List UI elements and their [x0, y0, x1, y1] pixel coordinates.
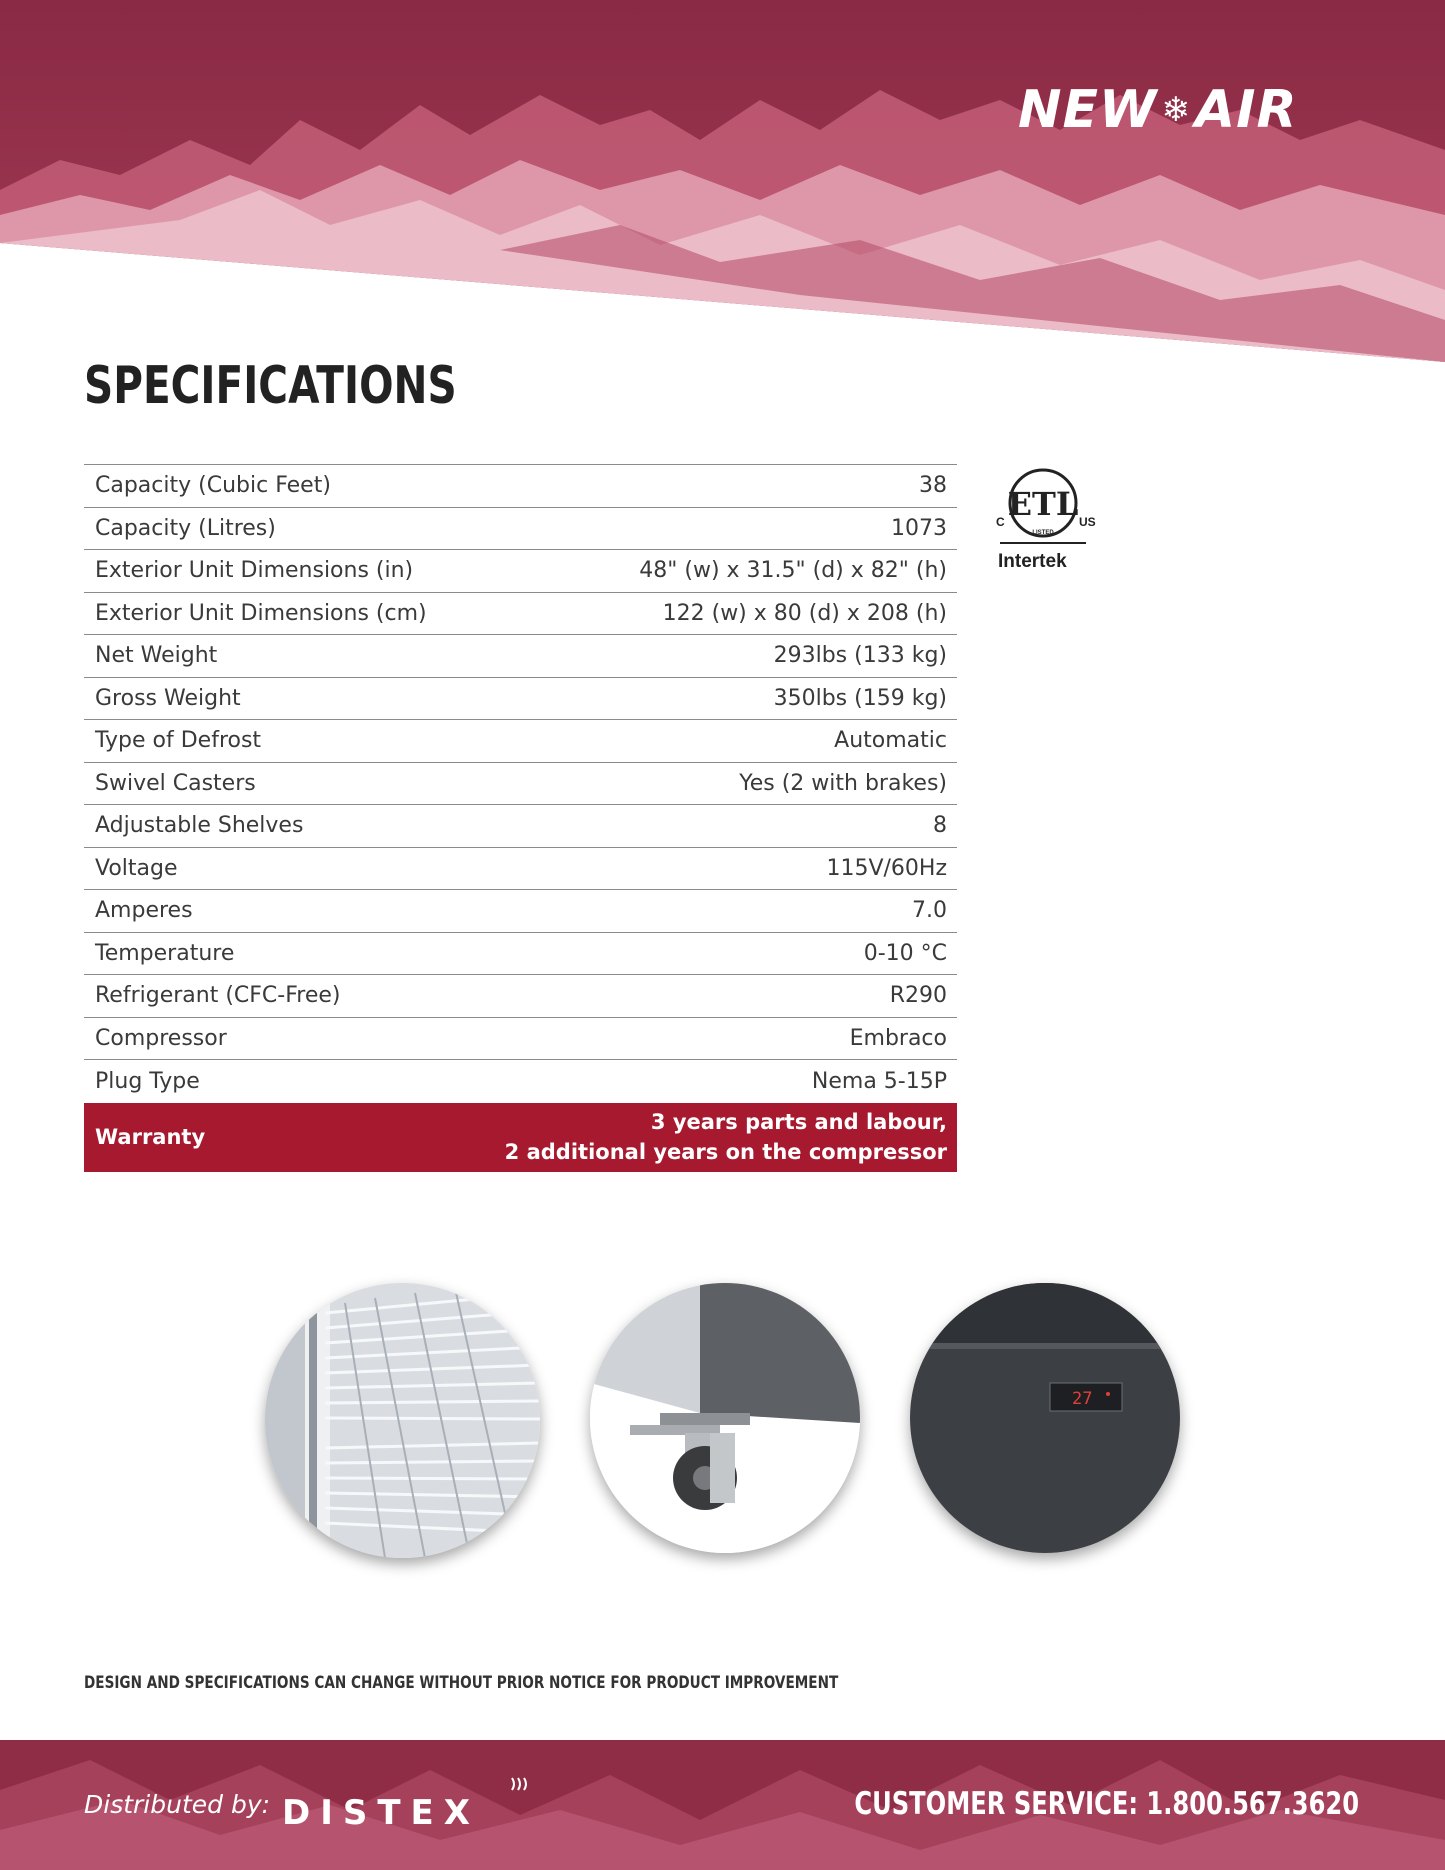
spec-row	[84, 678, 957, 721]
warranty-label: Warranty	[95, 1125, 206, 1149]
spec-value: 293lbs (133 kg)	[773, 643, 947, 669]
spec-value: 350lbs (159 kg)	[773, 685, 947, 711]
spec-row	[84, 465, 957, 508]
spec-row	[84, 1060, 957, 1103]
warranty-line-2: 2 additional years on the compressor	[504, 1140, 947, 1164]
spec-row	[84, 890, 957, 933]
logo-text-left: NEW	[1018, 80, 1158, 140]
spec-row	[84, 720, 957, 763]
disclaimer: DESIGN AND SPECIFICATIONS CAN CHANGE WITHOUT PRIOR NOTICE FOR PRODUCT IMPROVEMENT	[84, 1673, 839, 1693]
spec-row	[84, 1018, 957, 1061]
warranty-row	[84, 1103, 957, 1172]
header-banner	[0, 0, 1445, 362]
spec-row	[84, 550, 957, 593]
spec-value: 0-10 °C	[863, 940, 947, 966]
spec-row	[84, 933, 957, 976]
spec-row	[84, 848, 957, 891]
spec-label: Voltage	[95, 855, 178, 881]
caster-photo	[590, 1283, 860, 1553]
spec-value: R290	[889, 983, 947, 1009]
etl-c-text: C	[996, 515, 1005, 529]
spec-table	[84, 464, 957, 1172]
logo-text-right: AIR	[1194, 80, 1298, 140]
spec-row	[84, 593, 957, 636]
spec-label: Compressor	[95, 1025, 227, 1051]
shelves-photo	[265, 1283, 540, 1558]
etl-listed-text: LISTED	[1032, 530, 1054, 536]
snowflake-icon: ❄	[1161, 90, 1191, 130]
warranty-value	[505, 1107, 947, 1167]
etl-mark-text: ETL	[1007, 485, 1079, 523]
distributed-by-label: Distributed by:	[84, 1790, 271, 1819]
spec-value: Yes (2 with brakes)	[739, 770, 947, 796]
distex-logo	[282, 1776, 552, 1832]
distex-logo-text: DISTEX	[282, 1793, 480, 1832]
spec-label: Capacity (Litres)	[95, 515, 276, 541]
digital-display-photo	[910, 1283, 1180, 1553]
spec-value: 1073	[891, 515, 947, 541]
warranty-line-1: 3 years parts and labour,	[650, 1110, 947, 1134]
spec-row	[84, 763, 957, 806]
spec-row	[84, 805, 957, 848]
spec-label: Net Weight	[95, 643, 218, 669]
spec-label: Exterior Unit Dimensions (in)	[95, 558, 414, 584]
spec-label: Gross Weight	[95, 685, 241, 711]
spec-row	[84, 635, 957, 678]
spec-label: Refrigerant (CFC-Free)	[95, 983, 341, 1009]
newair-logo	[1018, 80, 1298, 140]
steam-icon	[512, 1778, 526, 1790]
spec-label: Exterior Unit Dimensions (cm)	[95, 600, 427, 626]
mountain-banner	[0, 0, 1445, 362]
spec-value: 38	[919, 473, 947, 499]
spec-label: Type of Defrost	[95, 728, 262, 754]
spec-label: Amperes	[95, 898, 193, 924]
spec-label: Adjustable Shelves	[95, 813, 304, 839]
spec-row	[84, 975, 957, 1018]
etl-us-text: US	[1079, 515, 1096, 529]
intertek-label: Intertek	[998, 551, 1067, 572]
customer-service-phone: CUSTOMER SERVICE: 1.800.567.3620	[854, 1786, 1359, 1822]
spec-label: Temperature	[95, 940, 235, 966]
spec-label: Plug Type	[95, 1068, 200, 1094]
spec-value: 8	[933, 813, 947, 839]
spec-label: Capacity (Cubic Feet)	[95, 473, 331, 499]
spec-value: 115V/60Hz	[826, 855, 947, 881]
spec-value: Automatic	[834, 728, 947, 754]
spec-value: 7.0	[912, 898, 947, 924]
spec-value: 122 (w) x 80 (d) x 208 (h)	[662, 600, 947, 626]
page-title: SPECIFICATIONS	[84, 356, 457, 416]
spec-value: Nema 5-15P	[811, 1068, 947, 1094]
spec-row	[84, 508, 957, 551]
spec-label: Swivel Casters	[95, 770, 256, 796]
temperature-readout: 27	[1072, 1389, 1093, 1409]
spec-value: Embraco	[849, 1025, 947, 1051]
spec-value: 48" (w) x 31.5" (d) x 82" (h)	[639, 558, 947, 584]
